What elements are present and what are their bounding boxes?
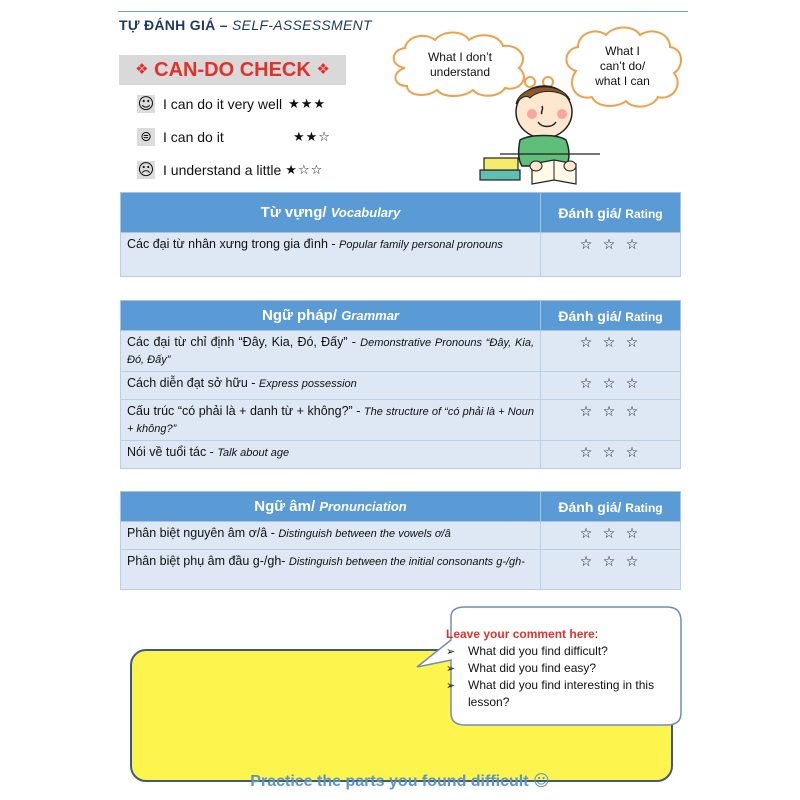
star-rating[interactable]: ☆ ☆ ☆ <box>541 233 681 277</box>
legend-label: I can do it <box>163 129 224 145</box>
star-rating[interactable]: ☆ ☆ ☆ <box>541 331 681 372</box>
arrow-bullet-icon: ➢ <box>446 679 456 692</box>
star-rating[interactable]: ☆ ☆ ☆ <box>541 372 681 400</box>
legend-label: I understand a little <box>163 162 282 178</box>
can-do-check-title <box>119 55 346 85</box>
question-item: ➢ What did you find easy? <box>446 661 597 675</box>
table-row <box>121 331 681 372</box>
vocabulary-table <box>120 192 681 277</box>
table-row <box>121 441 681 469</box>
sad-face-icon: ☹ <box>137 160 155 179</box>
star-rating[interactable]: ☆ ☆ ☆ <box>541 400 681 441</box>
grammar-table <box>120 300 681 469</box>
rating-header: Đánh giá/ Rating <box>541 492 681 522</box>
rating-header: Đánh giá/ Rating <box>541 301 681 331</box>
skill-description: Phân biệt phụ âm đầu g-/gh- Distinguish between the initial consonants g-/gh- <box>121 550 541 590</box>
skill-description: Phân biệt nguyên âm ơ/â - Distinguish between the vowels ơ/â <box>121 522 541 550</box>
skill-description: Các đại từ nhân xưng trong gia đình - Popular family personal pronouns <box>121 233 541 277</box>
legend-row-can-do <box>137 128 331 146</box>
legend-row-very-well <box>137 95 326 113</box>
rating-header: Đánh giá/ Rating <box>541 193 681 233</box>
comment-lead: Leave your comment here <box>446 627 595 641</box>
smile-icon: ☺ <box>533 771 550 790</box>
table-row <box>121 372 681 400</box>
table-header-row <box>121 301 681 331</box>
skill-description: Cách diễn đạt sở hữu - Express possession <box>121 372 541 400</box>
one-star-icon: ★☆☆ <box>285 162 324 178</box>
student-reading-illustration <box>470 70 610 190</box>
cloud-left-text: What I don’t understand <box>427 50 493 79</box>
skill-description: Các đại từ chỉ định “Đây, Kia, Đó, Đấy” - Demonstrative Pronouns “Đây, Kia, Đó, Đấy” <box>121 331 541 372</box>
table-header-row <box>121 193 681 233</box>
table-header-row <box>121 492 681 522</box>
top-rule <box>118 11 688 12</box>
legend-label: I can do it very well <box>163 96 283 112</box>
pronunciation-header: Ngữ âm/ Pronunciation <box>121 492 541 522</box>
legend-row-little <box>137 161 323 179</box>
question-item: ➢ What did you find difficult? <box>446 644 608 658</box>
two-stars-icon: ★★☆ <box>293 129 331 145</box>
three-stars-icon: ★★★ <box>288 96 327 112</box>
question-item: ➢ What did you find interesting in this lesson? <box>446 678 655 709</box>
page-title <box>119 17 372 33</box>
star-rating[interactable]: ☆ ☆ ☆ <box>541 550 681 590</box>
smile-face-icon: ☺ <box>137 94 155 113</box>
skill-description: Cấu trúc “có phải là + danh từ + không?” - The structure of “có phải là + Noun + không?” <box>121 400 541 441</box>
arrow-bullet-icon: ➢ <box>446 645 456 658</box>
pronunciation-table <box>120 491 681 590</box>
star-rating[interactable]: ☆ ☆ ☆ <box>541 441 681 469</box>
table-row <box>121 550 681 590</box>
diamond-icon: ❖ <box>135 61 149 78</box>
table-row <box>121 522 681 550</box>
can-do-check-label: CAN-DO CHECK <box>154 59 311 81</box>
arrow-bullet-icon: ➢ <box>446 662 456 675</box>
star-rating[interactable]: ☆ ☆ ☆ <box>541 522 681 550</box>
neutral-face-icon: ⊜ <box>137 128 155 146</box>
diamond-icon: ❖ <box>316 61 330 78</box>
question-list <box>446 643 676 711</box>
page-title-en: SELF-ASSESSMENT <box>232 17 372 33</box>
vocabulary-header: Từ vựng/ Vocabulary <box>121 193 541 233</box>
skill-description: Nói về tuổi tác - Talk about age <box>121 441 541 469</box>
footer-message: Practice the parts you found difficult ☺ <box>250 771 550 790</box>
table-row <box>121 233 681 277</box>
grammar-header: Ngữ pháp/ Grammar <box>121 301 541 331</box>
table-row <box>121 400 681 441</box>
page-title-vi: TỰ ĐÁNH GIÁ – <box>119 17 233 33</box>
cloud-right-text: What I can’t do/ what I can <box>595 44 650 88</box>
comment-prompt: Leave your comment here: ➢ What did you find difficult? ➢ What did you find easy? ➢ What did you find interesting in this lesson? <box>446 626 676 711</box>
